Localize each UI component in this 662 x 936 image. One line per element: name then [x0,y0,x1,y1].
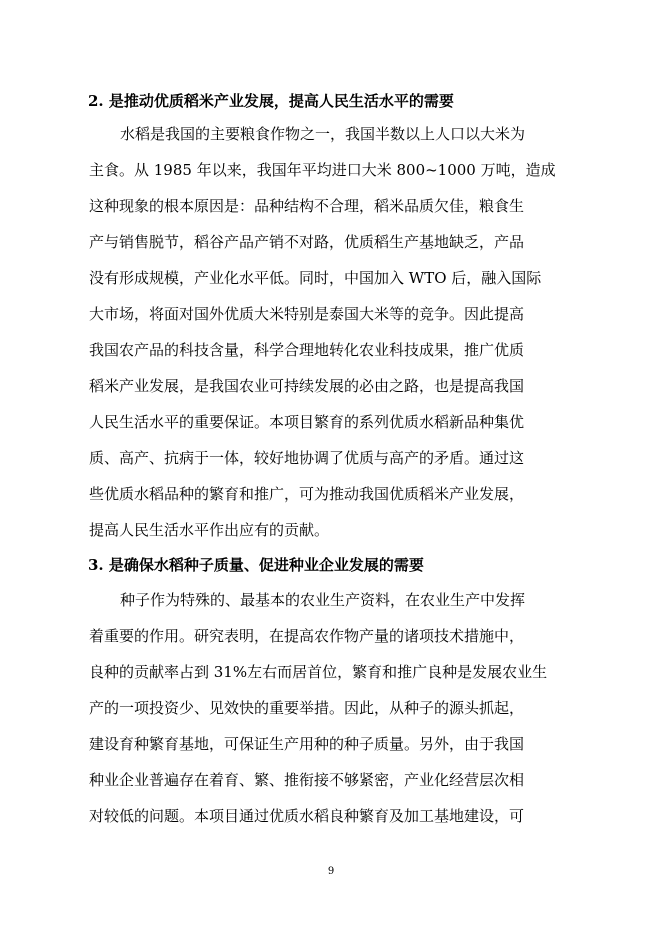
paragraph-line: 主食。从 1985 年以来，我国年平均进口大米 800~1000 万吨，造成 [89,161,556,179]
section-heading-3: 3. 是确保水稻种子质量、促进种业企业发展的需要 [88,556,424,574]
paragraph-line: 产的一项投资少、见效快的重要举措。因此，从种子的源头抓起， [89,699,525,717]
section-heading-2: 2. 是推动优质稻米产业发展，提高人民生活水平的需要 [88,92,454,110]
paragraph-line: 对较低的问题。本项目通过优质水稻良种繁育及加工基地建设，可 [89,807,525,825]
paragraph-line: 我国农产品的科技含量，科学合理地转化农业科技成果，推广优质 [89,341,525,359]
paragraph-line: 这种现象的根本原因是：品种结构不合理，稻米品质欠佳，粮食生 [89,197,525,215]
page-number: 9 [327,866,335,877]
paragraph-line: 没有形成规模，产业化水平低。同时，中国加入 WTO 后，融入国际 [89,269,542,287]
paragraph-line: 大市场，将面对国外优质大米特别是泰国大米等的竞争。因此提高 [89,305,525,323]
paragraph-line: 些优质水稻品种的繁育和推广，可为推动我国优质稻米产业发展， [89,485,525,503]
paragraph-line: 人民生活水平的重要保证。本项目繁育的系列优质水稻新品种集优 [89,413,525,431]
paragraph-line: 稻米产业发展，是我国农业可持续发展的必由之路，也是提高我国 [89,377,525,395]
paragraph-line: 产与销售脱节，稻谷产品产销不对路，优质稻生产基地缺乏，产品 [89,233,525,251]
paragraph-line: 良种的贡献率占到 31%左右而居首位，繁育和推广良种是发展农业生 [89,663,548,681]
paragraph-line: 建设育种繁育基地，可保证生产用种的种子质量。另外，由于我国 [89,735,525,753]
paragraph-line: 着重要的作用。研究表明，在提高农作物产量的诸项技术措施中， [89,627,525,645]
paragraph-line: 种业企业普遍存在着育、繁、推衔接不够紧密，产业化经营层次相 [89,771,525,789]
paragraph-line: 质、高产、抗病于一体，较好地协调了优质与高产的矛盾。通过这 [89,449,525,467]
paragraph-line: 提高人民生活水平作出应有的贡献。 [89,521,330,539]
paragraph-line: 水稻是我国的主要粮食作物之一，我国半数以上人口以大米为 [120,125,526,143]
paragraph-line: 种子作为特殊的、最基本的农业生产资料，在农业生产中发挥 [120,591,526,609]
